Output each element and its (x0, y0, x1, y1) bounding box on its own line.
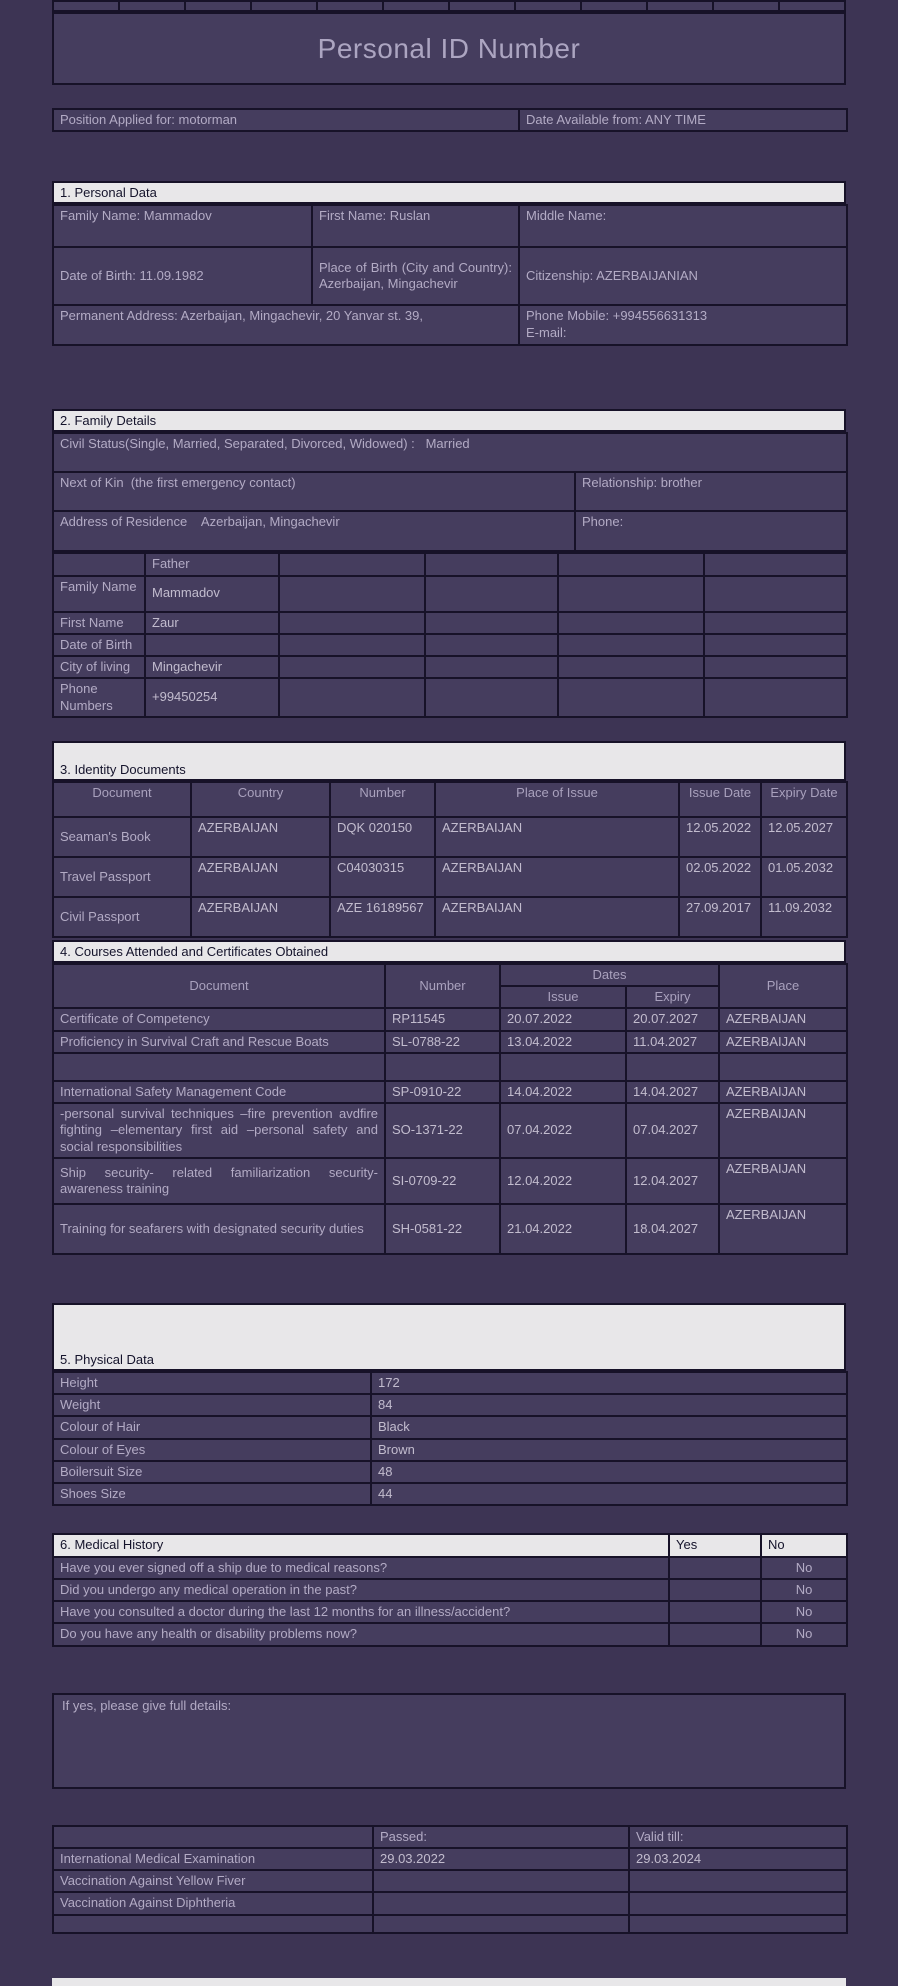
medical-col-no: No (761, 1534, 847, 1556)
medical-details-box (52, 1693, 846, 1789)
section-header-family-details: 2. Family Details (52, 409, 846, 432)
relatives-empty-header (704, 553, 847, 575)
medical-yes-answer (669, 1557, 761, 1579)
physical-label: Colour of Eyes (53, 1439, 371, 1461)
relative-empty-cell (279, 678, 425, 717)
course-expiry-cell (626, 1053, 719, 1081)
course-number-cell: SO-1371-22 (385, 1103, 500, 1158)
courses-table (52, 963, 848, 1255)
medical-question: Do you have any health or disability problems now? (53, 1623, 669, 1645)
exam-valid-value: 29.03.2024 (629, 1848, 847, 1870)
relative-empty-cell (558, 656, 704, 678)
next-of-kin-cell: Next of Kin (the first emergency contact) (53, 472, 575, 511)
exam-valid-value (629, 1915, 847, 1933)
next-section-strip (52, 1978, 846, 1986)
course-number-cell: SP-0910-22 (385, 1081, 500, 1103)
id-digit-cell (449, 1, 515, 11)
family-details-table (52, 432, 848, 552)
id-number-boxes (52, 0, 846, 12)
course-issue-cell (500, 1053, 626, 1081)
id-digit-cell (713, 1, 779, 11)
courses-col-document: Document (53, 964, 385, 1009)
relative-father-value: +99450254 (145, 678, 279, 717)
relatives-empty-header (558, 553, 704, 575)
identity-col-number: Number (330, 782, 435, 817)
section-header-medical-history: 6. Medical History (53, 1534, 669, 1556)
identity-expiry-cell: 12.05.2027 (761, 817, 847, 857)
course-issue-cell: 20.07.2022 (500, 1008, 626, 1030)
identity-expiry-cell: 11.09.2032 (761, 897, 847, 937)
relative-empty-cell (558, 634, 704, 656)
courses-col-expiry: Expiry (626, 986, 719, 1008)
medical-question: Have you consulted a doctor during the last 12 months for an illness/accident? (53, 1601, 669, 1623)
course-number-cell: SL-0788-22 (385, 1031, 500, 1053)
id-digit-cell (515, 1, 581, 11)
citizenship-cell: Citizenship: AZERBAIJANIAN (519, 247, 847, 305)
id-digit-cell (383, 1, 449, 11)
identity-document-cell: Civil Passport (53, 897, 191, 937)
section-header-identity-label: 3. Identity Documents (60, 761, 186, 777)
residence-cell: Address of Residence Azerbaijan, Mingachevir (53, 511, 575, 551)
courses-col-dates: Dates (500, 964, 719, 986)
personal-data-table (52, 204, 848, 346)
relative-empty-cell (704, 576, 847, 612)
course-issue-cell: 14.04.2022 (500, 1081, 626, 1103)
relatives-empty-header (279, 553, 425, 575)
identity-expiry-cell: 01.05.2032 (761, 857, 847, 897)
relative-row-label: First Name (53, 612, 145, 634)
id-digit-cell (647, 1, 713, 11)
courses-col-issue: Issue (500, 986, 626, 1008)
identity-col-document: Document (53, 782, 191, 817)
physical-data-table (52, 1371, 848, 1507)
application-form-page (52, 0, 846, 1986)
physical-label: Shoes Size (53, 1483, 371, 1505)
physical-value: Brown (371, 1439, 847, 1461)
exam-passed-value: 29.03.2022 (373, 1848, 629, 1870)
birth-date-cell: Date of Birth: 11.09.1982 (53, 247, 312, 305)
page-title: Personal ID Number (317, 32, 581, 64)
medical-no-answer: No (761, 1579, 847, 1601)
civil-status-cell: Civil Status(Single, Married, Separated, Divorced, Widowed) : Married (53, 433, 847, 472)
medical-history-table (52, 1533, 848, 1646)
exam-label: Vaccination Against Yellow Fiver (53, 1870, 373, 1892)
relative-row-label: Family Name (53, 576, 145, 612)
section-header-courses: 4. Courses Attended and Certificates Obtained (52, 940, 846, 963)
medical-question: Did you undergo any medical operation in the past? (53, 1579, 669, 1601)
identity-document-cell: Travel Passport (53, 857, 191, 897)
relative-father-value (145, 634, 279, 656)
relative-father-value: Zaur (145, 612, 279, 634)
course-document-cell: -personal survival techniques –fire prevention avdfire fighting –elementary first aid –personal safety and social responsibilities (53, 1103, 385, 1158)
course-place-cell: AZERBAIJAN (719, 1158, 847, 1204)
course-number-cell: SH-0581-22 (385, 1204, 500, 1254)
position-applied-cell: Position Applied for: motorman (53, 109, 519, 131)
middle-name-cell: Middle Name: (519, 205, 847, 247)
exam-valid-value (629, 1870, 847, 1892)
medical-no-answer: No (761, 1623, 847, 1645)
course-expiry-cell: 14.04.2027 (626, 1081, 719, 1103)
kin-phone-cell: Phone: (575, 511, 847, 551)
identity-issue-cell: 02.05.2022 (679, 857, 761, 897)
relatives-empty-header (425, 553, 558, 575)
relative-empty-cell (279, 612, 425, 634)
course-document-cell: Ship security- related familiarization security-awareness training (53, 1158, 385, 1204)
medical-question: Have you ever signed off a ship due to medical reasons? (53, 1557, 669, 1579)
permanent-address-cell: Permanent Address: Azerbaijan, Mingachevir, 20 Yanvar st. 39, (53, 305, 519, 345)
relative-empty-cell (704, 678, 847, 717)
relative-row-label: City of living (53, 656, 145, 678)
identity-col-expiry: Expiry Date (761, 782, 847, 817)
course-number-cell (385, 1053, 500, 1081)
relative-empty-cell (558, 576, 704, 612)
physical-value: 172 (371, 1372, 847, 1394)
identity-document-cell: Seaman's Book (53, 817, 191, 857)
relative-empty-cell (279, 656, 425, 678)
relative-father-value: Mammadov (145, 576, 279, 612)
relative-empty-cell (558, 678, 704, 717)
physical-value: 84 (371, 1394, 847, 1416)
course-document-cell: Training for seafarers with designated security duties (53, 1204, 385, 1254)
course-document-cell: Proficiency in Survival Craft and Rescue Boats (53, 1031, 385, 1053)
relative-empty-cell (279, 576, 425, 612)
course-place-cell (719, 1053, 847, 1081)
id-digit-cell (581, 1, 647, 11)
course-place-cell: AZERBAIJAN (719, 1031, 847, 1053)
relative-empty-cell (425, 656, 558, 678)
section-header-physical-data (52, 1303, 846, 1371)
course-issue-cell: 13.04.2022 (500, 1031, 626, 1053)
relative-empty-cell (425, 612, 558, 634)
identity-place-cell: AZERBAIJAN (435, 857, 679, 897)
identity-issue-cell: 27.09.2017 (679, 897, 761, 937)
medical-no-answer: No (761, 1557, 847, 1579)
course-issue-cell: 07.04.2022 (500, 1103, 626, 1158)
first-name-cell: First Name: Ruslan (312, 205, 519, 247)
course-number-cell: RP11545 (385, 1008, 500, 1030)
relative-empty-cell (558, 612, 704, 634)
id-digit-cell (119, 1, 185, 11)
identity-number-cell: DQK 020150 (330, 817, 435, 857)
exam-col-valid: Valid till: (629, 1826, 847, 1848)
id-digit-cell (251, 1, 317, 11)
medical-yes-answer (669, 1601, 761, 1623)
physical-label: Height (53, 1372, 371, 1394)
exam-passed-value (373, 1915, 629, 1933)
relative-father-value: Mingachevir (145, 656, 279, 678)
identity-col-issue: Issue Date (679, 782, 761, 817)
relatives-table (52, 552, 848, 718)
course-expiry-cell: 20.07.2027 (626, 1008, 719, 1030)
identity-country-cell: AZERBAIJAN (191, 857, 330, 897)
exam-passed-value (373, 1870, 629, 1892)
exam-corner-cell (53, 1826, 373, 1848)
physical-value: 48 (371, 1461, 847, 1483)
id-digit-cell (185, 1, 251, 11)
course-expiry-cell: 12.04.2027 (626, 1158, 719, 1204)
section-header-physical-label: 5. Physical Data (60, 1351, 154, 1367)
course-expiry-cell: 07.04.2027 (626, 1103, 719, 1158)
document-title-box (52, 12, 846, 85)
relative-row-label: Date of Birth (53, 634, 145, 656)
medical-no-answer: No (761, 1601, 847, 1623)
contact-cell (519, 305, 847, 345)
identity-place-cell: AZERBAIJAN (435, 897, 679, 937)
course-place-cell: AZERBAIJAN (719, 1008, 847, 1030)
medical-yes-answer (669, 1579, 761, 1601)
physical-label: Colour of Hair (53, 1416, 371, 1438)
courses-col-number: Number (385, 964, 500, 1009)
relative-empty-cell (704, 656, 847, 678)
physical-value: Black (371, 1416, 847, 1438)
medical-details-label: If yes, please give full details: (62, 1697, 232, 1713)
course-issue-cell: 21.04.2022 (500, 1204, 626, 1254)
physical-label: Boilersuit Size (53, 1461, 371, 1483)
course-document-cell: Certificate of Competency (53, 1008, 385, 1030)
identity-number-cell: C04030315 (330, 857, 435, 897)
courses-col-place: Place (719, 964, 847, 1009)
relative-row-label: Phone Numbers (53, 678, 145, 717)
exam-label (53, 1915, 373, 1933)
position-row (52, 108, 848, 132)
exam-col-passed: Passed: (373, 1826, 629, 1848)
course-expiry-cell: 18.04.2027 (626, 1204, 719, 1254)
relative-empty-cell (425, 634, 558, 656)
examinations-table (52, 1825, 848, 1934)
course-document-cell (53, 1053, 385, 1081)
medical-col-yes: Yes (669, 1534, 761, 1556)
identity-place-cell: AZERBAIJAN (435, 817, 679, 857)
id-digit-cell (317, 1, 383, 11)
section-header-personal-data: 1. Personal Data (52, 181, 846, 204)
exam-label: International Medical Examination (53, 1848, 373, 1870)
email-text: E-mail: (526, 324, 567, 340)
date-available-cell: Date Available from: ANY TIME (519, 109, 847, 131)
identity-issue-cell: 12.05.2022 (679, 817, 761, 857)
birth-place-cell: Place of Birth (City and Country): Azerbaijan, Mingachevir (312, 247, 519, 305)
relationship-cell: Relationship: brother (575, 472, 847, 511)
exam-label: Vaccination Against Diphtheria (53, 1892, 373, 1914)
course-place-cell: AZERBAIJAN (719, 1103, 847, 1158)
phone-mobile-text: Phone Mobile: +994556631313 (526, 308, 708, 324)
relative-empty-cell (704, 612, 847, 634)
physical-value: 44 (371, 1483, 847, 1505)
section-header-identity-documents (52, 741, 846, 781)
relative-empty-cell (425, 678, 558, 717)
course-expiry-cell: 11.04.2027 (626, 1031, 719, 1053)
course-document-cell: International Safety Management Code (53, 1081, 385, 1103)
course-place-cell: AZERBAIJAN (719, 1081, 847, 1103)
identity-col-place: Place of Issue (435, 782, 679, 817)
physical-label: Weight (53, 1394, 371, 1416)
relative-empty-cell (704, 634, 847, 656)
id-digit-cell (53, 1, 119, 11)
medical-yes-answer (669, 1623, 761, 1645)
exam-passed-value (373, 1892, 629, 1914)
identity-col-country: Country (191, 782, 330, 817)
relative-empty-cell (279, 634, 425, 656)
course-number-cell: SI-0709-22 (385, 1158, 500, 1204)
exam-valid-value (629, 1892, 847, 1914)
identity-documents-table (52, 781, 848, 938)
course-issue-cell: 12.04.2022 (500, 1158, 626, 1204)
relatives-corner-cell (53, 553, 145, 575)
relatives-father-header: Father (145, 553, 279, 575)
identity-country-cell: AZERBAIJAN (191, 817, 330, 857)
id-digit-cell (779, 1, 845, 11)
identity-country-cell: AZERBAIJAN (191, 897, 330, 937)
identity-number-cell: AZE 16189567 (330, 897, 435, 937)
family-name-cell: Family Name: Mammadov (53, 205, 312, 247)
relative-empty-cell (425, 576, 558, 612)
course-place-cell: AZERBAIJAN (719, 1204, 847, 1254)
